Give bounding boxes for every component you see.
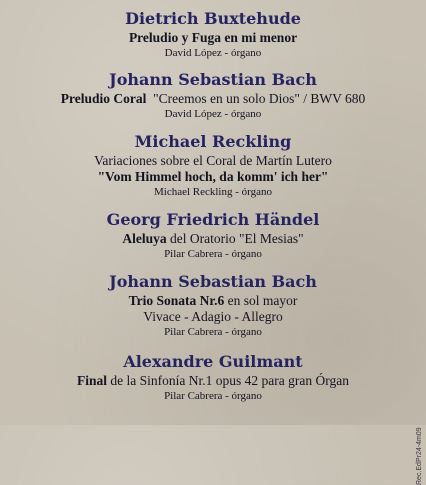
composer-name: Georg Friedrich Händel (106, 210, 320, 229)
work-title-rest: "Creemos en un solo Dios" / BWV 680 (153, 91, 366, 106)
performer: Pilar Cabrera - órgano (164, 326, 262, 338)
work-title-bold: Preludio Coral (60, 91, 147, 106)
composer-name: Dietrich Buxtehude (125, 9, 301, 28)
work-title (0, 293, 426, 309)
performer: Michael Reckling - órgano (153, 186, 272, 198)
work-title-rest: del Oratorio "El Mesias" (170, 231, 304, 246)
recording-code: Rec.EdPr24-4m09 (416, 427, 423, 485)
program-item-1 (0, 9, 426, 60)
work-title-rest: en sol mayor (227, 293, 298, 308)
performer: Pilar Cabrera - órgano (164, 390, 262, 402)
work-intro: Variaciones sobre el Coral de Martín Lutero (94, 153, 332, 168)
performer: Pilar Cabrera - órgano (164, 248, 262, 260)
work-title-bold: Final (77, 373, 108, 388)
composer-name: Johann Sebastian Bach (109, 272, 317, 291)
work-title (0, 30, 426, 46)
work-title (0, 169, 426, 185)
program-item-4 (0, 210, 426, 261)
work-title-bold: Aleluya (122, 231, 167, 246)
work-title (0, 231, 426, 247)
program-item-5 (0, 272, 426, 339)
composer-name: Alexandre Guilmant (123, 352, 303, 371)
movements: Vivace - Adagio - Allegro (143, 309, 283, 324)
performer: David López - órgano (164, 108, 262, 120)
program-item-6 (0, 352, 426, 403)
work-title-rest: de la Sinfonía Nr.1 opus 42 para gran Órgan (110, 373, 349, 388)
performer: David López - órgano (164, 47, 262, 59)
work-title-bold: Trio Sonata Nr.6 (128, 293, 225, 308)
work-title (0, 373, 426, 389)
composer-name: Johann Sebastian Bach (109, 70, 317, 89)
composer-name: Michael Reckling (134, 132, 292, 151)
work-title-bold: "Vom Himmel hoch, da komm' ich her" (97, 169, 329, 184)
program-item-2 (0, 70, 426, 121)
program-item-3 (0, 132, 426, 199)
work-title (0, 91, 426, 107)
work-title-bold: Preludio y Fuga en mi menor (128, 30, 298, 45)
